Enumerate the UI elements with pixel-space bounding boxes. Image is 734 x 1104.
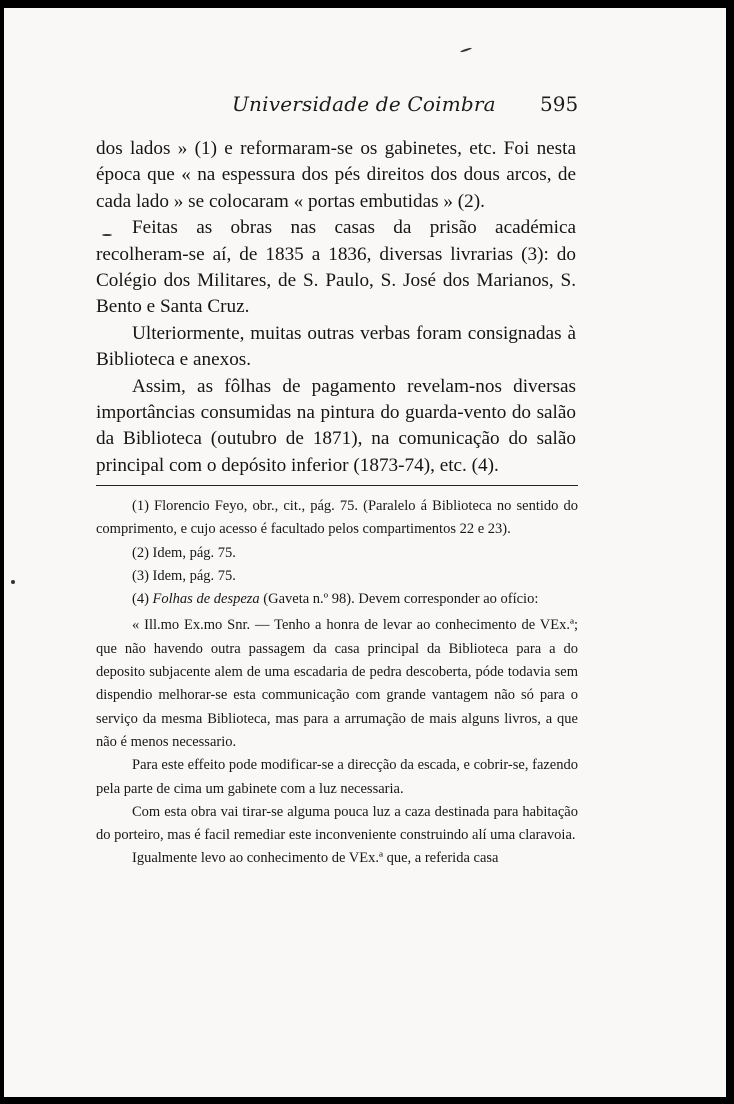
paragraph: Feitas as obras nas casas da prisão académica recolheram-se aí, de 1835 a 1836, diversas livrarias (3): do Colégio dos Militares, de S. Paulo, S. José dos Marianos, S. Bento e Santa Cruz.: [96, 217, 576, 318]
footnote: (2) Idem, pág. 75.: [132, 544, 236, 561]
footnote-source-title: Folhas de despeza: [152, 591, 260, 608]
paragraph: dos lados » (1) e reformaram-se os gabinetes, etc. Foi nesta época que « na espessura dos pés direitos dos dous arcos, de cada lado » se colocaram « portas embutidas » (2).: [96, 138, 576, 212]
footnote-text: (Gaveta n.º 98). Devem corresponder ao ofício:: [263, 591, 539, 608]
footnote: (3) Idem, pág. 75.: [132, 567, 236, 584]
paragraph: Ulteriormente, muitas outras verbas foram consignadas à Biblioteca e anexos.: [96, 322, 576, 371]
page-number: 595: [540, 92, 579, 116]
body-text: [96, 136, 576, 479]
footnote-rule: [96, 485, 578, 486]
paragraph: Assim, as fôlhas de pagamento revelam-nos diversas importâncias consumidas na pintura do guarda-vento do salão da Biblioteca (outubro de 1871), na comunicação do salão principal com o depósito inferior (1873-74), etc. (4).: [96, 375, 576, 476]
running-title: Universidade de Coimbra: [232, 92, 496, 116]
footnote-marker: (4): [132, 591, 149, 608]
scanned-page: [4, 8, 726, 1097]
scan-speck: [11, 580, 15, 584]
quoted-paragraph: Igualmente levo ao conhecimento de VEx.ª que, a referida casa: [132, 850, 499, 867]
footnote: [96, 588, 578, 611]
scan-speck: [460, 47, 472, 53]
page-header: [4, 92, 726, 122]
quoted-paragraph: « Ill.mo Ex.mo Snr. — Tenho a honra de levar ao conhecimento de VEx.ª; que não havendo outra passagem da casa principal da Biblioteca para a do deposito subjacente alem de uma escadaria de pedra descoberta, póde todavia sem dispendio melhorar-se esta communicação com grande vantagem não só para o serviço da mesma Biblioteca, mas para a arrumação de mais alguns livros, a que não é menos necessario.: [96, 617, 578, 750]
quoted-paragraph: Com esta obra vai tirar-se alguma pouca luz a caza destinada para habitação do porteiro, mas é facil remediar este inconveniente construindo alí uma claravoia.: [96, 803, 578, 844]
footnote: (1) Florencio Feyo, obr., cit., pág. 75. (Paralelo á Biblioteca no sentido do comprimento, e cujo acesso é facultado pelos compartimentos 22 e 23).: [96, 498, 578, 538]
quoted-paragraph: Para este effeito pode modificar-se a direcção da escada, e cobrir-se, fazendo pela parte de cima um gabinete com a luz necessaria.: [96, 757, 578, 797]
footnotes: [96, 495, 578, 871]
